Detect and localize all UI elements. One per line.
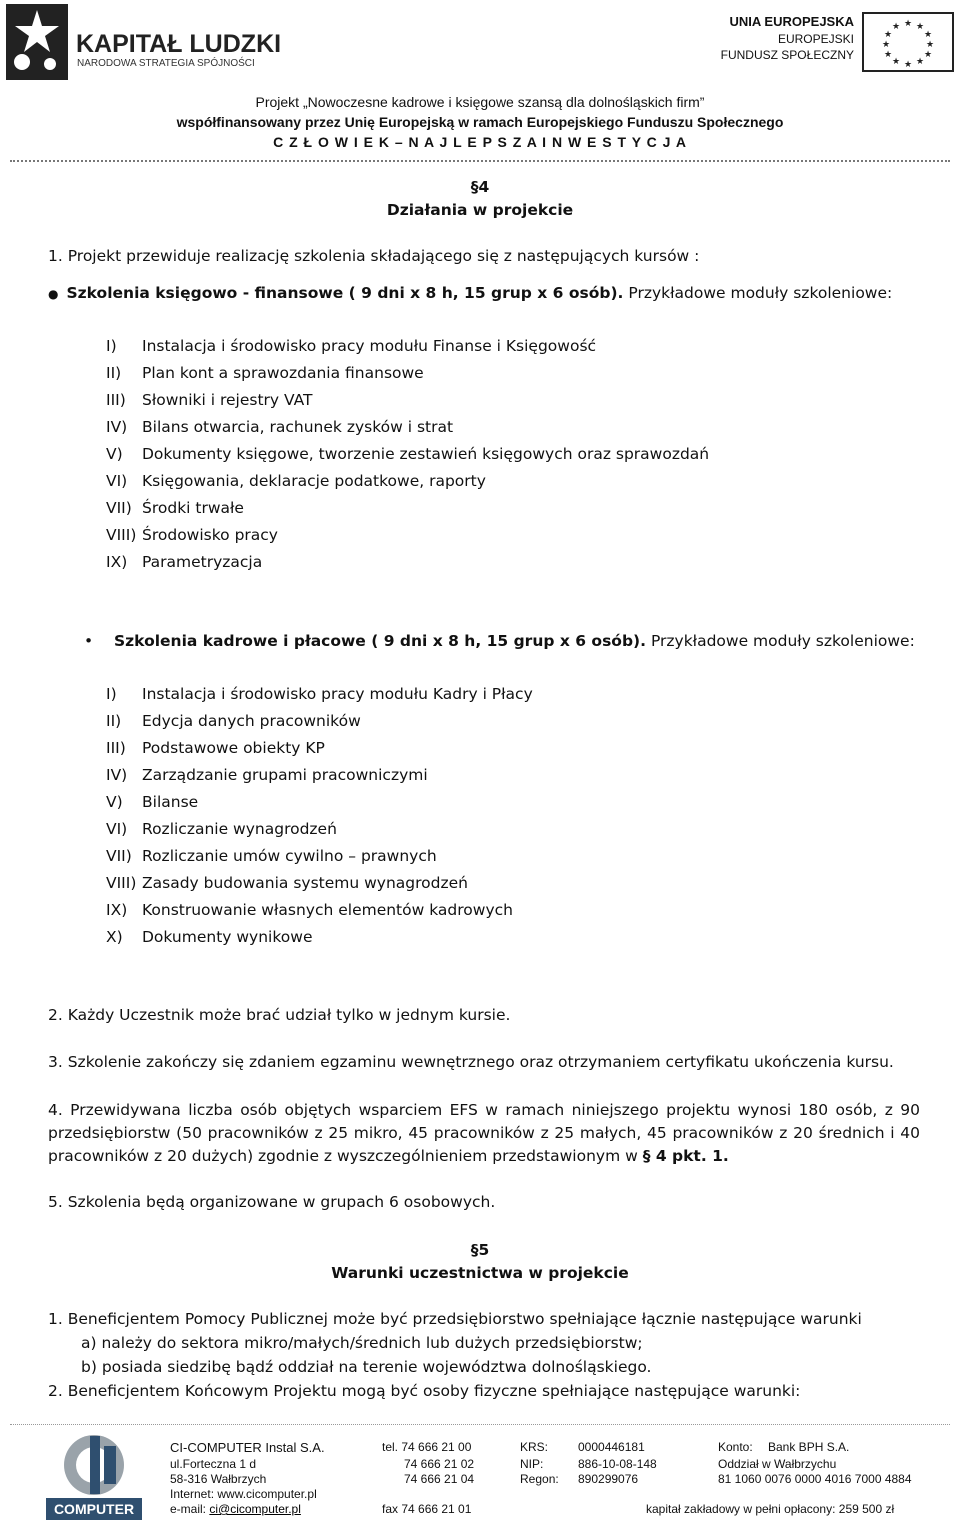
svg-text:★: ★ xyxy=(891,22,901,32)
footer-tel-1: tel. 74 666 21 00 xyxy=(382,1440,472,1454)
list-item: VI) Księgowania, deklaracje podatkowe, raporty xyxy=(106,472,486,490)
section-4-paragraph-1: 1. Projekt przewiduje realizację szkolenia składającego się z następujących kursów : xyxy=(48,247,700,265)
list-item: V) Bilanse xyxy=(106,793,199,811)
footer-divider xyxy=(10,1424,950,1425)
footer-regon-value: 890299076 xyxy=(578,1472,639,1486)
eu-logo-line1: UNIA EUROPEJSKA xyxy=(729,14,854,29)
section-5-subtitle: Warunki uczestnictwa w projekcie xyxy=(331,1264,629,1282)
list-item: VII) Środki trwałe xyxy=(106,499,244,517)
footer-fax: fax 74 666 21 01 xyxy=(382,1502,472,1516)
svg-text:★: ★ xyxy=(903,19,913,29)
list-item: II) Edycja danych pracowników xyxy=(106,712,361,730)
kapital-ludzki-title: KAPITAŁ LUDZKI xyxy=(76,30,282,58)
svg-text:★: ★ xyxy=(923,50,933,60)
list-item: I) Instalacja i środowisko pracy modułu Kadry i Płacy xyxy=(106,685,533,703)
section-4-paragraph-3: 3. Szkolenie zakończy się zdaniem egzaminu wewnętrznego oraz otrzymaniem certyfikatu ukończenia kursu. xyxy=(48,1053,894,1071)
footer-tel-3: 74 666 21 04 xyxy=(404,1472,475,1486)
kapital-ludzki-logo xyxy=(6,4,282,80)
eu-logo-line2: EUROPEJSKI xyxy=(777,32,854,46)
course-2-bullet: • xyxy=(84,632,94,650)
kapital-ludzki-emblem-icon xyxy=(6,4,68,80)
section-5-item-a: a) należy do sektora mikro/małych/średnich lub dużych przedsiębiorstw; xyxy=(81,1334,643,1352)
svg-text:★: ★ xyxy=(915,57,925,67)
footer-city: 58-316 Wałbrzych xyxy=(170,1472,267,1486)
section-5-paragraph-1: 1. Beneficjentem Pomocy Publicznej może być przedsiębiorstwo spełniające łącznie następujące warunki xyxy=(48,1310,862,1328)
list-item: IX) Konstruowanie własnych elementów kadrowych xyxy=(106,901,513,919)
footer-capital: kapitał zakładowy w pełni opłacony: 259 500 zł xyxy=(646,1502,895,1516)
footer-account: 81 1060 0076 0000 4016 7000 4884 xyxy=(718,1472,912,1486)
ci-computer-logo xyxy=(46,1432,142,1520)
course-1-lead: Szkolenia księgowo - finansowe ( 9 dni x 8 h, 15 grup x 6 osób). xyxy=(66,284,624,302)
section-5-title: §5 xyxy=(470,1241,490,1259)
footer-regon-label: Regon: xyxy=(520,1472,559,1486)
list-item: III) Słowniki i rejestry VAT xyxy=(106,391,313,409)
course-2-lead: Szkolenia kadrowe i płacowe ( 9 dni x 8 h, 15 grup x 6 osób). xyxy=(114,632,647,650)
list-item: IX) Parametryzacja xyxy=(106,553,263,571)
project-line-1: Projekt „Nowoczesne kadrowe i księgowe szansą dla dolnośląskich firm” xyxy=(255,94,705,110)
course-1-rest: Przykładowe moduły szkoleniowe: xyxy=(623,284,893,302)
footer-company: CI-COMPUTER Instal S.A. xyxy=(170,1440,325,1455)
svg-text:★: ★ xyxy=(923,30,933,40)
section-4-paragraph-2: 2. Każdy Uczestnik może brać udział tylko w jednym kursie. xyxy=(48,1006,511,1024)
project-line-3: C Z Ł O W I E K – N A J L E P S Z A I N W E S T Y C J A xyxy=(273,134,687,150)
footer-tel-2: 74 666 21 02 xyxy=(404,1457,475,1471)
header-divider xyxy=(10,160,950,162)
section-4-title: §4 xyxy=(470,178,490,196)
eu-flag-icon xyxy=(862,12,954,72)
svg-text:★: ★ xyxy=(915,22,925,32)
list-item: IV) Bilans otwarcia, rachunek zysków i strat xyxy=(106,418,454,436)
list-item: X) Dokumenty wynikowe xyxy=(106,928,313,946)
paragraph-4-text: 4. Przewidywana liczba osób objętych wsparciem EFS w ramach niniejszego projektu wynosi 180 osób, z 90 przedsiębiorstw (50 pracowników z 25 mikro, 45 pracowników z 25 małych, 45 pracowników z 20 średnich i 40 pracowników z 20 dużych) zgodnie z wyszczególnieniem przedstawionym w xyxy=(48,1101,920,1165)
eu-logo-line3: FUNDUSZ SPOŁECZNY xyxy=(720,48,854,62)
course-1-bullet: ● xyxy=(48,287,59,301)
svg-text:★: ★ xyxy=(881,40,891,50)
footer-nip-label: NIP: xyxy=(520,1457,544,1471)
footer-email xyxy=(170,1502,301,1516)
course-2-heading xyxy=(84,632,915,650)
list-item: III) Podstawowe obiekty KP xyxy=(106,739,325,757)
section-5-item-b: b) posiada siedzibę bądź oddział na terenie województwa dolnośląskiego. xyxy=(81,1358,652,1376)
footer-internet: Internet: www.cicomputer.pl xyxy=(170,1487,317,1501)
svg-text:★: ★ xyxy=(925,40,935,50)
svg-text:★: ★ xyxy=(883,30,893,40)
footer-street: ul.Forteczna 1 d xyxy=(170,1457,257,1471)
paragraph-4-reference: § 4 pkt. 1. xyxy=(642,1147,729,1165)
project-line-2: współfinansowany przez Unię Europejską w ramach Europejskiego Funduszu Społecznego xyxy=(176,114,784,130)
ci-computer-logo-text: COMPUTER xyxy=(46,1498,142,1520)
eu-logo xyxy=(720,12,954,72)
footer-nip-value: 886-10-08-148 xyxy=(578,1457,657,1471)
course-2-rest: Przykładowe moduły szkoleniowe: xyxy=(646,632,915,650)
footer-konto-bank: Bank BPH S.A. xyxy=(768,1440,850,1454)
section-5-paragraph-2: 2. Beneficjentem Końcowym Projektu mogą być osoby fizyczne spełniające następujące warunki: xyxy=(48,1382,801,1400)
footer-konto-label: Konto: xyxy=(718,1440,753,1454)
list-item: II) Plan kont a sprawozdania finansowe xyxy=(106,364,424,382)
ci-computer-emblem-icon xyxy=(46,1432,142,1498)
list-item: VIII) Zasady budowania systemu wynagrodzeń xyxy=(106,874,468,892)
course-1-heading xyxy=(48,284,892,302)
footer-krs-value: 0000446181 xyxy=(578,1440,645,1454)
list-item: VII) Rozliczanie umów cywilno – prawnych xyxy=(106,847,437,865)
section-4-paragraph-4 xyxy=(48,1099,920,1168)
footer-krs-label: KRS: xyxy=(520,1440,549,1454)
footer-email-label: e-mail: xyxy=(170,1502,210,1516)
footer-email-link[interactable]: ci@cicomputer.pl xyxy=(209,1502,301,1516)
list-item: VIII) Środowisko pracy xyxy=(106,526,278,544)
section-4-paragraph-5: 5. Szkolenia będą organizowane w grupach 6 osobowych. xyxy=(48,1193,496,1211)
svg-text:★: ★ xyxy=(883,50,893,60)
list-item: IV) Zarządzanie grupami pracowniczymi xyxy=(106,766,428,784)
svg-text:★: ★ xyxy=(891,57,901,67)
section-4-subtitle: Działania w projekcie xyxy=(386,201,574,219)
list-item: I) Instalacja i środowisko pracy modułu Finanse i Księgowość xyxy=(106,337,597,355)
list-item: V) Dokumenty księgowe, tworzenie zestawień księgowych oraz sprawozdań xyxy=(106,445,710,463)
svg-text:★: ★ xyxy=(903,60,913,70)
kapital-ludzki-subtitle: NARODOWA STRATEGIA SPÓJNOŚCI xyxy=(77,58,255,69)
footer-oddzial: Oddział w Wałbrzychu xyxy=(718,1457,837,1471)
list-item: VI) Rozliczanie wynagrodzeń xyxy=(106,820,337,838)
